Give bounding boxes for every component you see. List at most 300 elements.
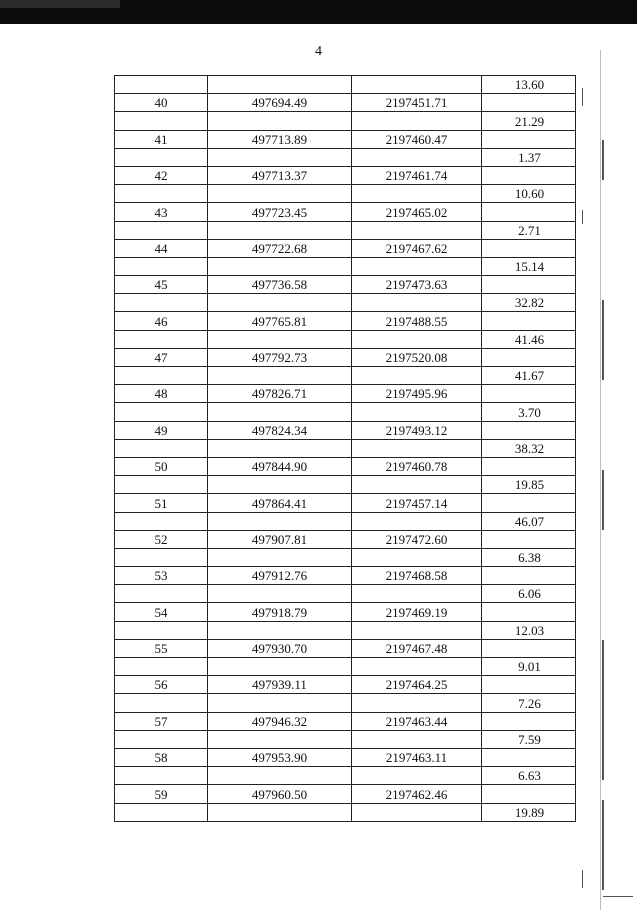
scan-edge-mark <box>603 896 633 897</box>
distance-cell-value: 9.01 <box>518 659 541 675</box>
distance-cell-value: 19.89 <box>514 804 545 820</box>
distance-cell-value: 6.38 <box>518 550 541 566</box>
x-coordinate-cell-value: 497844.90 <box>251 459 308 475</box>
y-coordinate-cell-value: 2197460.78 <box>385 459 448 475</box>
point-number-cell-value: 59 <box>154 786 168 802</box>
empty-cell <box>482 94 576 112</box>
x-coordinate-cell-value: 497826.71 <box>251 386 308 402</box>
y-coordinate-cell <box>352 203 482 221</box>
x-coordinate-cell <box>208 276 352 294</box>
empty-cell <box>208 330 352 348</box>
x-coordinate-cell-value: 497792.73 <box>251 350 308 365</box>
y-coordinate-cell <box>352 494 482 512</box>
distance-cell <box>482 76 576 94</box>
distance-cell <box>482 694 576 712</box>
empty-cell <box>115 658 208 676</box>
x-coordinate-cell-value: 497953.90 <box>251 750 308 766</box>
empty-cell <box>352 330 482 348</box>
x-coordinate-cell <box>208 385 352 403</box>
y-coordinate-cell-value: 2197473.63 <box>385 277 448 293</box>
empty-cell <box>115 221 208 239</box>
point-row <box>115 166 576 184</box>
point-row <box>115 348 576 366</box>
empty-cell <box>482 457 576 475</box>
point-number-cell-value: 52 <box>154 531 168 547</box>
x-coordinate-cell-value: 497765.81 <box>251 313 308 329</box>
point-number-cell <box>115 748 208 766</box>
empty-cell <box>352 112 482 130</box>
x-coordinate-cell-value: 497907.81 <box>251 531 308 547</box>
point-number-cell-value: 55 <box>154 641 168 656</box>
empty-cell <box>208 257 352 275</box>
empty-cell <box>352 767 482 785</box>
x-coordinate-cell <box>208 639 352 657</box>
empty-cell <box>115 585 208 603</box>
point-number-cell-value: 57 <box>154 713 168 729</box>
scan-edge-mark <box>582 870 583 888</box>
empty-cell <box>352 403 482 421</box>
distance-row <box>115 694 576 712</box>
empty-cell <box>115 112 208 130</box>
distance-cell <box>482 658 576 676</box>
point-row <box>115 94 576 112</box>
x-coordinate-cell-value: 497864.41 <box>251 495 308 511</box>
x-coordinate-cell <box>208 785 352 803</box>
scan-top-notch <box>0 0 120 8</box>
x-coordinate-cell-value: 497694.49 <box>251 95 308 111</box>
y-coordinate-cell <box>352 639 482 657</box>
point-row <box>115 639 576 657</box>
point-row <box>115 203 576 221</box>
empty-cell <box>482 748 576 766</box>
empty-cell <box>482 130 576 148</box>
y-coordinate-cell-value: 2197465.02 <box>385 204 448 220</box>
empty-cell <box>115 767 208 785</box>
x-coordinate-cell <box>208 748 352 766</box>
distance-row <box>115 294 576 312</box>
point-number-cell-value: 56 <box>154 677 168 693</box>
point-row <box>115 676 576 694</box>
x-coordinate-cell <box>208 348 352 366</box>
empty-cell <box>352 185 482 203</box>
scan-edge-mark <box>602 640 604 780</box>
distance-row <box>115 367 576 385</box>
distance-row <box>115 76 576 94</box>
point-number-cell-value: 45 <box>154 277 168 293</box>
y-coordinate-cell-value: 2197462.46 <box>385 786 448 802</box>
empty-cell <box>208 476 352 494</box>
point-number-cell <box>115 421 208 439</box>
y-coordinate-cell <box>352 530 482 548</box>
distance-cell-value: 21.29 <box>514 113 545 129</box>
point-number-cell-value: 42 <box>154 168 168 184</box>
distance-cell <box>482 512 576 530</box>
empty-cell <box>482 785 576 803</box>
point-number-cell <box>115 94 208 112</box>
point-number-cell <box>115 712 208 730</box>
y-coordinate-cell <box>352 166 482 184</box>
empty-cell <box>115 367 208 385</box>
empty-cell <box>482 530 576 548</box>
point-number-cell <box>115 203 208 221</box>
distance-cell-value: 7.26 <box>518 695 541 711</box>
distance-cell <box>482 257 576 275</box>
x-coordinate-cell-value: 497918.79 <box>251 604 308 620</box>
point-number-cell-value: 47 <box>154 350 168 365</box>
x-coordinate-cell <box>208 603 352 621</box>
point-row <box>115 603 576 621</box>
empty-cell <box>208 585 352 603</box>
empty-cell <box>115 257 208 275</box>
point-number-cell <box>115 385 208 403</box>
x-coordinate-cell <box>208 421 352 439</box>
distance-cell-value: 19.85 <box>514 477 545 493</box>
point-number-cell <box>115 130 208 148</box>
empty-cell <box>352 512 482 530</box>
y-coordinate-cell <box>352 603 482 621</box>
empty-cell <box>115 730 208 748</box>
y-coordinate-cell-value: 2197467.62 <box>385 240 448 256</box>
point-number-cell <box>115 312 208 330</box>
empty-cell <box>208 294 352 312</box>
distance-cell <box>482 221 576 239</box>
x-coordinate-cell <box>208 567 352 585</box>
scan-top-border <box>0 0 637 24</box>
point-row <box>115 785 576 803</box>
empty-cell <box>482 385 576 403</box>
scan-edge-line <box>600 50 601 910</box>
empty-cell <box>208 185 352 203</box>
empty-cell <box>115 803 208 821</box>
empty-cell <box>115 512 208 530</box>
empty-cell <box>482 276 576 294</box>
distance-row <box>115 257 576 275</box>
distance-cell-value: 12.03 <box>514 622 545 638</box>
empty-cell <box>208 512 352 530</box>
distance-cell-value: 6.06 <box>518 586 541 602</box>
empty-cell <box>482 348 576 366</box>
point-number-cell <box>115 457 208 475</box>
distance-cell-value: 7.59 <box>518 731 541 747</box>
y-coordinate-cell-value: 2197463.44 <box>385 713 448 729</box>
point-number-cell <box>115 785 208 803</box>
distance-cell <box>482 439 576 457</box>
distance-cell <box>482 330 576 348</box>
point-number-cell-value: 46 <box>154 313 168 329</box>
y-coordinate-cell <box>352 385 482 403</box>
x-coordinate-cell <box>208 203 352 221</box>
distance-row <box>115 803 576 821</box>
empty-cell <box>352 730 482 748</box>
point-number-cell-value: 40 <box>154 95 168 111</box>
empty-cell <box>352 76 482 94</box>
x-coordinate-cell <box>208 530 352 548</box>
y-coordinate-cell <box>352 421 482 439</box>
distance-cell-value: 6.63 <box>518 768 541 784</box>
point-number-cell-value: 48 <box>154 386 168 402</box>
x-coordinate-cell-value: 497713.37 <box>251 168 308 184</box>
y-coordinate-cell <box>352 312 482 330</box>
distance-cell-value: 32.82 <box>514 295 545 311</box>
page-number: 4 <box>315 44 322 59</box>
empty-cell <box>208 767 352 785</box>
y-coordinate-cell-value: 2197520.08 <box>385 350 448 365</box>
empty-cell <box>352 367 482 385</box>
empty-cell <box>208 76 352 94</box>
x-coordinate-cell <box>208 676 352 694</box>
x-coordinate-cell <box>208 312 352 330</box>
point-number-cell <box>115 276 208 294</box>
empty-cell <box>115 76 208 94</box>
empty-cell <box>352 294 482 312</box>
distance-cell <box>482 767 576 785</box>
distance-row <box>115 476 576 494</box>
empty-cell <box>352 148 482 166</box>
distance-row <box>115 403 576 421</box>
distance-cell-value: 38.32 <box>514 440 545 456</box>
distance-cell-value: 15.14 <box>514 259 545 275</box>
empty-cell <box>352 221 482 239</box>
empty-cell <box>352 621 482 639</box>
empty-cell <box>115 330 208 348</box>
empty-cell <box>208 621 352 639</box>
point-number-cell-value: 41 <box>154 131 168 147</box>
empty-cell <box>115 548 208 566</box>
empty-cell <box>208 221 352 239</box>
x-coordinate-cell-value: 497713.89 <box>251 131 308 147</box>
point-row <box>115 130 576 148</box>
x-coordinate-cell-value: 497946.32 <box>251 713 308 729</box>
empty-cell <box>352 439 482 457</box>
y-coordinate-cell <box>352 239 482 257</box>
empty-cell <box>208 439 352 457</box>
point-number-cell <box>115 239 208 257</box>
point-row <box>115 276 576 294</box>
empty-cell <box>482 603 576 621</box>
distance-cell <box>482 112 576 130</box>
distance-cell <box>482 476 576 494</box>
empty-cell <box>482 166 576 184</box>
empty-cell <box>482 494 576 512</box>
x-coordinate-cell-value: 497939.11 <box>252 677 307 693</box>
empty-cell <box>208 694 352 712</box>
x-coordinate-cell <box>208 166 352 184</box>
point-row <box>115 385 576 403</box>
y-coordinate-cell-value: 2197488.55 <box>385 313 448 329</box>
y-coordinate-cell-value: 2197460.47 <box>385 131 448 147</box>
point-number-cell-value: 43 <box>154 204 168 220</box>
empty-cell <box>115 148 208 166</box>
empty-cell <box>208 112 352 130</box>
empty-cell <box>115 403 208 421</box>
coordinates-table <box>114 75 576 822</box>
empty-cell <box>208 730 352 748</box>
distance-cell <box>482 585 576 603</box>
y-coordinate-cell <box>352 94 482 112</box>
y-coordinate-cell-value: 2197467.48 <box>385 641 448 656</box>
distance-cell <box>482 403 576 421</box>
point-number-cell-value: 50 <box>154 459 168 475</box>
point-number-cell <box>115 348 208 366</box>
distance-row <box>115 767 576 785</box>
empty-cell <box>352 548 482 566</box>
empty-cell <box>115 294 208 312</box>
point-row <box>115 748 576 766</box>
empty-cell <box>482 239 576 257</box>
empty-cell <box>115 185 208 203</box>
distance-cell <box>482 148 576 166</box>
distance-cell <box>482 294 576 312</box>
y-coordinate-cell-value: 2197464.25 <box>385 677 448 693</box>
point-number-cell <box>115 603 208 621</box>
distance-cell-value: 2.71 <box>518 222 541 238</box>
distance-cell <box>482 730 576 748</box>
point-row <box>115 567 576 585</box>
empty-cell <box>352 585 482 603</box>
scan-edge-mark <box>602 140 604 180</box>
x-coordinate-cell-value: 497930.70 <box>251 641 308 656</box>
empty-cell <box>115 439 208 457</box>
scan-edge-mark <box>602 470 604 530</box>
empty-cell <box>482 567 576 585</box>
point-row <box>115 530 576 548</box>
distance-cell <box>482 803 576 821</box>
empty-cell <box>482 312 576 330</box>
scan-edge-mark <box>582 88 583 106</box>
empty-cell <box>115 476 208 494</box>
y-coordinate-cell <box>352 712 482 730</box>
empty-cell <box>208 367 352 385</box>
distance-row <box>115 548 576 566</box>
point-number-cell-value: 53 <box>154 568 168 584</box>
distance-cell-value: 3.70 <box>518 404 541 420</box>
point-row <box>115 457 576 475</box>
distance-row <box>115 221 576 239</box>
point-number-cell <box>115 530 208 548</box>
x-coordinate-cell-value: 497824.34 <box>251 422 308 438</box>
distance-row <box>115 658 576 676</box>
distance-row <box>115 439 576 457</box>
empty-cell <box>352 658 482 676</box>
y-coordinate-cell <box>352 457 482 475</box>
distance-cell-value: 46.07 <box>514 513 545 529</box>
empty-cell <box>352 476 482 494</box>
y-coordinate-cell <box>352 785 482 803</box>
distance-cell-value: 41.67 <box>514 368 545 384</box>
y-coordinate-cell-value: 2197463.11 <box>385 750 448 766</box>
empty-cell <box>115 694 208 712</box>
distance-cell-value: 13.60 <box>514 77 545 93</box>
empty-cell <box>482 421 576 439</box>
point-row <box>115 239 576 257</box>
y-coordinate-cell <box>352 567 482 585</box>
empty-cell <box>352 257 482 275</box>
y-coordinate-cell <box>352 748 482 766</box>
x-coordinate-cell-value: 497722.68 <box>251 240 308 256</box>
empty-cell <box>208 803 352 821</box>
scan-edge-mark <box>582 210 583 224</box>
point-number-cell <box>115 676 208 694</box>
coordinates-table-body <box>115 76 576 822</box>
empty-cell <box>208 148 352 166</box>
distance-cell-value: 10.60 <box>514 186 545 202</box>
y-coordinate-cell-value: 2197468.58 <box>385 568 448 584</box>
x-coordinate-cell-value: 497723.45 <box>251 204 308 220</box>
point-number-cell-value: 58 <box>154 750 168 766</box>
x-coordinate-cell-value: 497960.50 <box>251 786 308 802</box>
empty-cell <box>208 658 352 676</box>
y-coordinate-cell-value: 2197493.12 <box>385 422 448 438</box>
empty-cell <box>482 639 576 657</box>
point-number-cell-value: 44 <box>154 240 168 256</box>
y-coordinate-cell <box>352 676 482 694</box>
x-coordinate-cell <box>208 239 352 257</box>
y-coordinate-cell <box>352 276 482 294</box>
distance-row <box>115 730 576 748</box>
point-row <box>115 494 576 512</box>
point-number-cell-value: 49 <box>154 422 168 438</box>
x-coordinate-cell <box>208 130 352 148</box>
point-number-cell <box>115 639 208 657</box>
distance-row <box>115 185 576 203</box>
point-number-cell-value: 51 <box>154 495 168 511</box>
distance-cell <box>482 185 576 203</box>
empty-cell <box>115 621 208 639</box>
empty-cell <box>352 803 482 821</box>
y-coordinate-cell-value: 2197457.14 <box>385 495 448 511</box>
point-row <box>115 421 576 439</box>
point-number-cell-value: 54 <box>154 604 168 620</box>
y-coordinate-cell-value: 2197469.19 <box>385 604 448 620</box>
x-coordinate-cell-value: 497736.58 <box>251 277 308 293</box>
scan-edge-mark <box>602 800 604 890</box>
distance-cell <box>482 548 576 566</box>
empty-cell <box>482 676 576 694</box>
distance-cell <box>482 621 576 639</box>
x-coordinate-cell <box>208 94 352 112</box>
point-number-cell <box>115 567 208 585</box>
x-coordinate-cell <box>208 712 352 730</box>
empty-cell <box>482 712 576 730</box>
x-coordinate-cell <box>208 457 352 475</box>
distance-row <box>115 112 576 130</box>
scan-edge-mark <box>602 300 604 380</box>
y-coordinate-cell-value: 2197461.74 <box>385 168 448 184</box>
empty-cell <box>352 694 482 712</box>
y-coordinate-cell <box>352 348 482 366</box>
distance-row <box>115 512 576 530</box>
empty-cell <box>208 548 352 566</box>
y-coordinate-cell <box>352 130 482 148</box>
distance-cell-value: 41.46 <box>514 331 545 347</box>
distance-row <box>115 585 576 603</box>
empty-cell <box>482 203 576 221</box>
distance-cell-value: 1.37 <box>518 149 541 165</box>
point-number-cell <box>115 494 208 512</box>
x-coordinate-cell <box>208 494 352 512</box>
distance-row <box>115 330 576 348</box>
point-number-cell <box>115 166 208 184</box>
x-coordinate-cell-value: 497912.76 <box>251 568 308 584</box>
distance-row <box>115 621 576 639</box>
y-coordinate-cell-value: 2197472.60 <box>385 531 448 547</box>
point-row <box>115 712 576 730</box>
distance-row <box>115 148 576 166</box>
y-coordinate-cell-value: 2197495.96 <box>385 386 448 402</box>
distance-cell <box>482 367 576 385</box>
y-coordinate-cell-value: 2197451.71 <box>385 95 448 111</box>
empty-cell <box>208 403 352 421</box>
